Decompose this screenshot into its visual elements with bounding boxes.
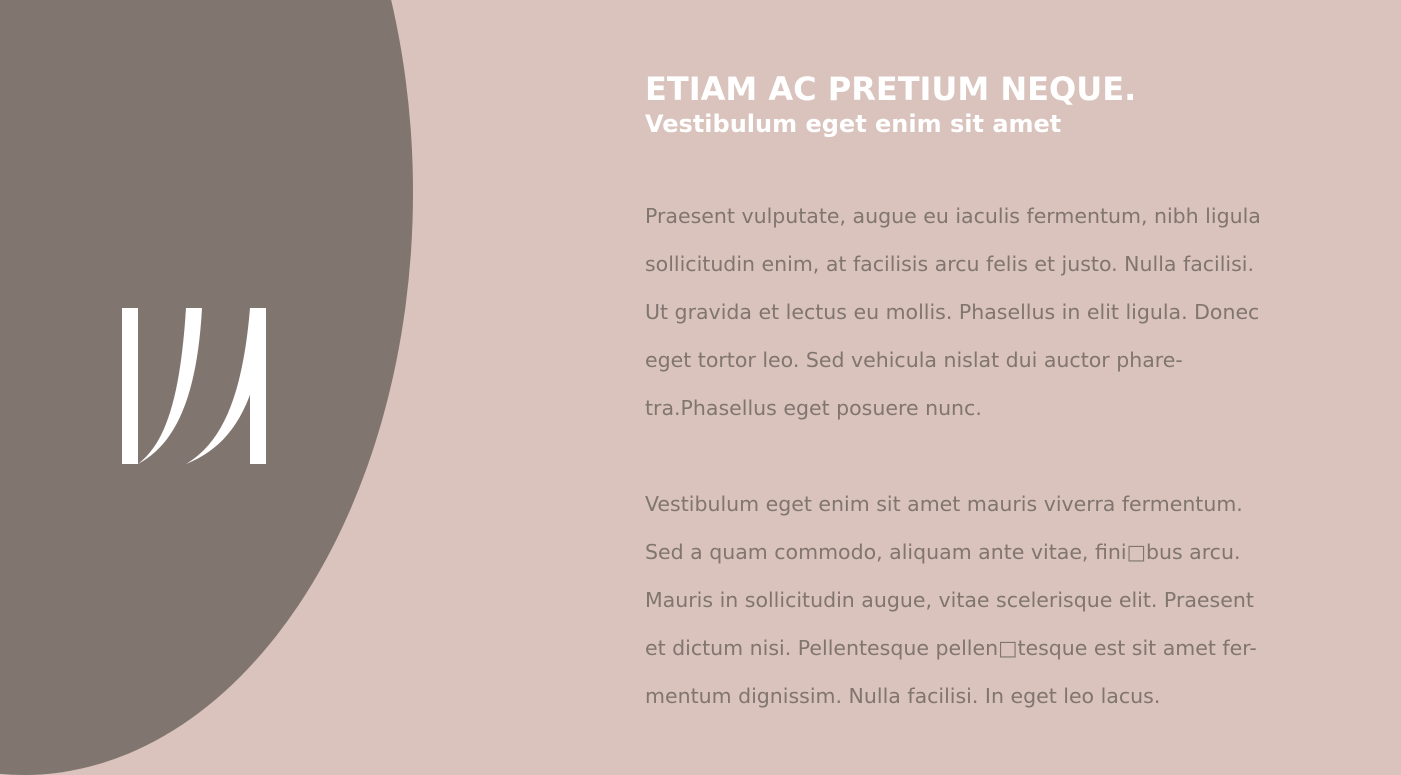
paragraph-line: Mauris in sollicitudin augue, vitae scelerisque elit. Praesent xyxy=(645,588,1254,612)
paragraph-line: mentum dignissim. Nulla facilisi. In eget leo lacus. xyxy=(645,684,1161,708)
page-subtitle: Vestibulum eget enim sit amet xyxy=(645,110,1062,138)
text-content xyxy=(645,70,1345,720)
stylized-letter-m-logo-icon xyxy=(118,305,273,467)
paragraph-line: Vestibulum eget enim sit amet mauris viverra fermentum. xyxy=(645,492,1243,516)
paragraph-line: Ut gravida et lectus eu mollis. Phasellus in elit ligula. Donec xyxy=(645,300,1260,324)
paragraph-line: et dictum nisi. Pellentesque pellen□tesque est sit amet fer- xyxy=(645,636,1257,660)
paragraph-2 xyxy=(645,480,1345,720)
page-title: ETIAM AC PRETIUM NEQUE. xyxy=(645,70,1137,108)
paragraph-line: sollicitudin enim, at facilisis arcu felis et justo. Nulla facilisi. xyxy=(645,252,1255,276)
paragraph-line: Sed a quam commodo, aliquam ante vitae, fini□bus arcu. xyxy=(645,540,1241,564)
paragraph-line: eget tortor leo. Sed vehicula nislat dui auctor phare- xyxy=(645,348,1183,372)
paragraph-line: tra.Phasellus eget posuere nunc. xyxy=(645,396,982,420)
paragraph-line: Praesent vulputate, augue eu iaculis fermentum, nibh ligula xyxy=(645,204,1261,228)
paragraph-1 xyxy=(645,192,1345,432)
